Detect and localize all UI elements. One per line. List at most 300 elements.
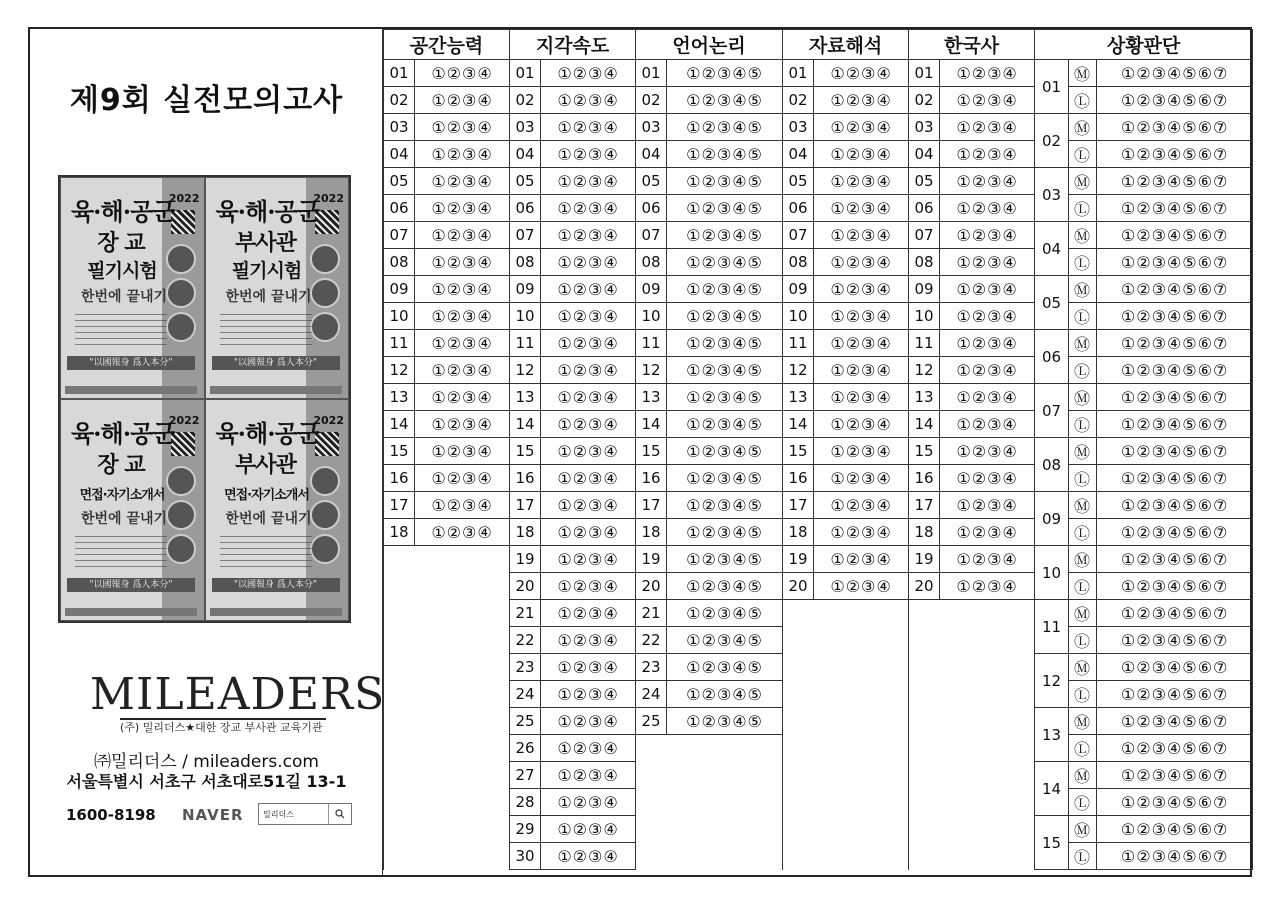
answer-options[interactable]: ①②③④⑤⑥⑦ xyxy=(1097,438,1253,465)
question-number: 19 xyxy=(783,546,814,573)
answer-options[interactable]: ①②③④ xyxy=(541,114,636,141)
question-number: 17 xyxy=(909,492,940,519)
answer-options[interactable]: ①②③④ xyxy=(814,222,909,249)
question-number: 03 xyxy=(909,114,940,141)
question-number: 10 xyxy=(636,303,667,330)
question-number: 21 xyxy=(510,600,541,627)
answer-options[interactable]: ①②③④ xyxy=(541,519,636,546)
question-number: 03 xyxy=(384,114,415,141)
answer-options[interactable]: ①②③④ xyxy=(541,465,636,492)
answer-options[interactable]: ①②③④⑤ xyxy=(667,708,783,735)
answer-options[interactable]: ①②③④ xyxy=(415,384,510,411)
answer-options[interactable]: ①②③④⑤ xyxy=(667,573,783,600)
answer-options[interactable]: ①②③④ xyxy=(940,276,1035,303)
question-number: 05 xyxy=(909,168,940,195)
question-number: 17 xyxy=(636,492,667,519)
book-tagline: 한번에 끝내기 xyxy=(80,289,168,305)
answer-row xyxy=(384,60,1253,87)
answer-options[interactable]: ①②③④ xyxy=(541,141,636,168)
answer-options[interactable]: ①②③④⑤⑥⑦ xyxy=(1097,411,1253,438)
question-number: 04 xyxy=(510,141,541,168)
answer-options[interactable]: ①②③④⑤⑥⑦ xyxy=(1097,330,1253,357)
question-number: 24 xyxy=(510,681,541,708)
answer-options[interactable]: ①②③④⑤⑥⑦ xyxy=(1097,87,1253,114)
empty-cell xyxy=(783,600,909,870)
answer-options[interactable]: ①②③④ xyxy=(541,654,636,681)
question-number: 13 xyxy=(510,384,541,411)
question-number: 02 xyxy=(636,87,667,114)
answer-options[interactable]: ①②③④ xyxy=(415,330,510,357)
answer-options[interactable]: ①②③④ xyxy=(541,843,636,870)
book-branch: 육·해·공군 xyxy=(71,419,175,448)
answer-options[interactable]: ①②③④ xyxy=(814,519,909,546)
question-number: 20 xyxy=(510,573,541,600)
book-tagline: 한번에 끝내기 xyxy=(80,511,168,527)
situation-number: 02 xyxy=(1035,114,1069,168)
answer-options[interactable]: ①②③④ xyxy=(814,384,909,411)
question-number: 03 xyxy=(783,114,814,141)
question-number: 24 xyxy=(636,681,667,708)
question-number: 10 xyxy=(909,303,940,330)
book-cover xyxy=(60,399,205,621)
answer-options[interactable]: ①②③④ xyxy=(814,168,909,195)
question-number: 06 xyxy=(636,195,667,222)
question-number: 01 xyxy=(384,60,415,87)
question-number: 02 xyxy=(384,87,415,114)
answer-options[interactable]: ①②③④⑤ xyxy=(667,87,783,114)
answer-options[interactable]: ①②③④⑤ xyxy=(667,411,783,438)
answer-options[interactable]: ①②③④⑤⑥⑦ xyxy=(1097,357,1253,384)
answer-row xyxy=(384,465,1253,492)
naver-logo: NAVER xyxy=(182,806,244,824)
question-number: 28 xyxy=(510,789,541,816)
question-number: 23 xyxy=(510,654,541,681)
answer-options[interactable]: ①②③④ xyxy=(814,357,909,384)
book-title: 부사관 xyxy=(235,453,296,478)
question-number: 25 xyxy=(636,708,667,735)
answer-options[interactable]: ①②③④⑤⑥⑦ xyxy=(1097,249,1253,276)
situation-number: 14 xyxy=(1035,762,1069,816)
question-number: 25 xyxy=(510,708,541,735)
book-title: 장 교 xyxy=(97,453,145,478)
situation-label: Ⓛ xyxy=(1069,87,1097,114)
answer-options[interactable]: ①②③④⑤⑥⑦ xyxy=(1097,492,1253,519)
answer-options[interactable]: ①②③④ xyxy=(814,411,909,438)
situation-label: Ⓛ xyxy=(1069,789,1097,816)
book-subtitle: 필기시험 xyxy=(231,260,302,282)
logo xyxy=(90,669,386,720)
question-number: 14 xyxy=(909,411,940,438)
question-number: 01 xyxy=(909,60,940,87)
answer-options[interactable]: ①②③④ xyxy=(940,384,1035,411)
question-number: 11 xyxy=(909,330,940,357)
answer-options[interactable]: ①②③④ xyxy=(415,114,510,141)
situation-label: Ⓜ xyxy=(1069,654,1097,681)
answer-options[interactable]: ①②③④ xyxy=(814,87,909,114)
answer-options[interactable]: ①②③④ xyxy=(541,249,636,276)
answer-options[interactable]: ①②③④ xyxy=(814,141,909,168)
question-number: 03 xyxy=(636,114,667,141)
empty-cell xyxy=(636,735,783,870)
answer-options[interactable]: ①②③④ xyxy=(940,330,1035,357)
question-number: 13 xyxy=(384,384,415,411)
answer-options[interactable]: ①②③④ xyxy=(415,60,510,87)
answer-options[interactable]: ①②③④ xyxy=(541,735,636,762)
answer-options[interactable]: ①②③④⑤⑥⑦ xyxy=(1097,465,1253,492)
answer-options[interactable]: ①②③④ xyxy=(415,222,510,249)
question-number: 20 xyxy=(783,573,814,600)
answer-options[interactable]: ①②③④⑤ xyxy=(667,222,783,249)
answer-options[interactable]: ①②③④⑤ xyxy=(667,276,783,303)
answer-options[interactable]: ①②③④ xyxy=(415,411,510,438)
question-number: 02 xyxy=(783,87,814,114)
answer-options[interactable]: ①②③④ xyxy=(814,438,909,465)
answer-options[interactable]: ①②③④⑤⑥⑦ xyxy=(1097,114,1253,141)
question-number: 07 xyxy=(909,222,940,249)
situation-number: 07 xyxy=(1035,384,1069,438)
answer-options[interactable]: ①②③④⑤ xyxy=(667,249,783,276)
question-number: 08 xyxy=(636,249,667,276)
answer-options[interactable]: ①②③④ xyxy=(541,195,636,222)
answer-options[interactable]: ①②③④⑤⑥⑦ xyxy=(1097,141,1253,168)
company-contact: ㈜밀리더스 / mileaders.com xyxy=(94,752,319,772)
book-tagline: 한번에 끝내기 xyxy=(225,511,312,527)
answer-options[interactable]: ①②③④ xyxy=(541,303,636,330)
situation-number: 03 xyxy=(1035,168,1069,222)
question-number: 15 xyxy=(783,438,814,465)
situation-number: 10 xyxy=(1035,546,1069,600)
answer-row xyxy=(384,114,1253,141)
answer-options[interactable]: ①②③④ xyxy=(415,87,510,114)
answer-options[interactable]: ①②③④ xyxy=(415,357,510,384)
answer-options[interactable]: ①②③④ xyxy=(541,573,636,600)
book-subtitle: 면접·자기소개서 xyxy=(79,488,165,503)
situation-label: Ⓛ xyxy=(1069,573,1097,600)
company-address: 서울특별시 서초구 서초대로51길 13-1 xyxy=(66,772,347,791)
question-number: 11 xyxy=(384,330,415,357)
question-number: 18 xyxy=(783,519,814,546)
question-number: 10 xyxy=(510,303,541,330)
answer-options[interactable]: ①②③④⑤ xyxy=(667,114,783,141)
answer-options[interactable]: ①②③④⑤ xyxy=(667,465,783,492)
answer-options[interactable]: ①②③④⑤⑥⑦ xyxy=(1097,222,1253,249)
answer-options[interactable]: ①②③④ xyxy=(940,546,1035,573)
question-number: 30 xyxy=(510,843,541,870)
answer-options[interactable]: ①②③④⑤ xyxy=(667,60,783,87)
book-motto: "以國報身 爲人本分" xyxy=(212,356,340,370)
answer-options[interactable]: ①②③④⑤ xyxy=(667,303,783,330)
answer-options[interactable]: ①②③④ xyxy=(541,168,636,195)
info-panel xyxy=(30,29,386,875)
answer-options[interactable]: ①②③④ xyxy=(940,87,1035,114)
answer-options[interactable]: ①②③④⑤⑥⑦ xyxy=(1097,276,1253,303)
book-subtitle: 면접·자기소개서 xyxy=(224,488,309,503)
answer-options[interactable]: ①②③④⑤ xyxy=(667,519,783,546)
question-number: 15 xyxy=(636,438,667,465)
answer-row xyxy=(384,519,1253,546)
answer-options[interactable]: ①②③④ xyxy=(940,492,1035,519)
question-number: 13 xyxy=(909,384,940,411)
question-number: 04 xyxy=(783,141,814,168)
answer-options[interactable]: ①②③④ xyxy=(415,168,510,195)
answer-options[interactable]: ①②③④⑤⑥⑦ xyxy=(1097,303,1253,330)
answer-row xyxy=(384,249,1253,276)
answer-options[interactable]: ①②③④ xyxy=(415,438,510,465)
badge-icon xyxy=(310,534,340,564)
question-number: 20 xyxy=(909,573,940,600)
question-number: 06 xyxy=(384,195,415,222)
question-number: 12 xyxy=(783,357,814,384)
question-number: 04 xyxy=(384,141,415,168)
question-number: 14 xyxy=(384,411,415,438)
answer-options[interactable]: ①②③④ xyxy=(940,357,1035,384)
answer-options[interactable]: ①②③④⑤⑥⑦ xyxy=(1097,573,1253,600)
situation-label: Ⓛ xyxy=(1069,465,1097,492)
answer-options[interactable]: ①②③④⑤ xyxy=(667,141,783,168)
book-subtitle: 필기시험 xyxy=(87,260,157,282)
answer-options[interactable]: ①②③④⑤ xyxy=(667,492,783,519)
answer-options[interactable]: ①②③④ xyxy=(415,141,510,168)
answer-options[interactable]: ①②③④⑤ xyxy=(667,168,783,195)
situation-label: Ⓜ xyxy=(1069,168,1097,195)
answer-options[interactable]: ①②③④ xyxy=(541,708,636,735)
question-number: 18 xyxy=(636,519,667,546)
question-number: 15 xyxy=(909,438,940,465)
question-number: 22 xyxy=(510,627,541,654)
badge-icon xyxy=(310,312,340,342)
answer-options[interactable]: ①②③④ xyxy=(940,114,1035,141)
question-number: 12 xyxy=(384,357,415,384)
answer-options[interactable]: ①②③④⑤⑥⑦ xyxy=(1097,789,1253,816)
answer-options[interactable]: ①②③④ xyxy=(814,249,909,276)
situation-label: Ⓜ xyxy=(1069,708,1097,735)
badge-icon xyxy=(166,312,196,342)
answer-row xyxy=(384,276,1253,303)
question-number: 11 xyxy=(510,330,541,357)
situation-number: 15 xyxy=(1035,816,1069,870)
question-number: 06 xyxy=(783,195,814,222)
answer-options[interactable]: ①②③④ xyxy=(415,195,510,222)
question-number: 08 xyxy=(510,249,541,276)
answer-options[interactable]: ①②③④⑤ xyxy=(667,438,783,465)
situation-label: Ⓛ xyxy=(1069,411,1097,438)
answer-options[interactable]: ①②③④ xyxy=(814,114,909,141)
answer-options[interactable]: ①②③④ xyxy=(541,762,636,789)
answer-options[interactable]: ①②③④ xyxy=(814,195,909,222)
answer-options[interactable]: ①②③④ xyxy=(541,789,636,816)
answer-grid xyxy=(383,29,1253,870)
answer-options[interactable]: ①②③④⑤⑥⑦ xyxy=(1097,762,1253,789)
answer-options[interactable]: ①②③④⑤⑥⑦ xyxy=(1097,843,1253,870)
answer-options[interactable]: ①②③④ xyxy=(541,411,636,438)
situation-label: Ⓜ xyxy=(1069,60,1097,87)
answer-options[interactable]: ①②③④ xyxy=(814,465,909,492)
answer-options[interactable]: ①②③④ xyxy=(940,438,1035,465)
answer-options[interactable]: ①②③④ xyxy=(541,600,636,627)
question-number: 12 xyxy=(909,357,940,384)
book-branch: 육·해·공군 xyxy=(215,419,319,448)
answer-options[interactable]: ①②③④ xyxy=(541,627,636,654)
book-title: 장 교 xyxy=(97,231,145,256)
answer-options[interactable]: ①②③④ xyxy=(541,681,636,708)
situation-label: Ⓜ xyxy=(1069,276,1097,303)
answer-options[interactable]: ①②③④ xyxy=(415,492,510,519)
question-number: 01 xyxy=(783,60,814,87)
answer-options[interactable]: ①②③④⑤⑥⑦ xyxy=(1097,60,1253,87)
question-number: 21 xyxy=(636,600,667,627)
question-number: 15 xyxy=(384,438,415,465)
answer-options[interactable]: ①②③④ xyxy=(814,303,909,330)
logo-text: MILEADERS xyxy=(90,669,386,720)
page-title: 제9회 실전모의고사 xyxy=(69,83,344,118)
book-cover xyxy=(205,399,350,621)
question-number: 08 xyxy=(384,249,415,276)
situation-label: Ⓛ xyxy=(1069,519,1097,546)
answer-options[interactable]: ①②③④ xyxy=(940,573,1035,600)
naver-search-query: 밀리더스 xyxy=(263,810,294,819)
answer-options[interactable]: ①②③④⑤ xyxy=(667,384,783,411)
question-number: 17 xyxy=(783,492,814,519)
answer-options[interactable]: ①②③④⑤⑥⑦ xyxy=(1097,168,1253,195)
question-number: 01 xyxy=(510,60,541,87)
book-branch: 육·해·공군 xyxy=(71,197,175,226)
answer-options[interactable]: ①②③④ xyxy=(415,303,510,330)
answer-row xyxy=(384,87,1253,114)
question-number: 05 xyxy=(783,168,814,195)
question-number: 16 xyxy=(636,465,667,492)
book-year: 2022 xyxy=(168,192,200,205)
answer-options[interactable]: ①②③④ xyxy=(415,276,510,303)
answer-options[interactable]: ①②③④ xyxy=(814,492,909,519)
answer-options[interactable]: ①②③④ xyxy=(814,546,909,573)
answer-row xyxy=(384,222,1253,249)
answer-options[interactable]: ①②③④ xyxy=(940,222,1035,249)
question-number: 05 xyxy=(636,168,667,195)
question-number: 09 xyxy=(909,276,940,303)
situation-number: 13 xyxy=(1035,708,1069,762)
answer-options[interactable]: ①②③④⑤⑥⑦ xyxy=(1097,519,1253,546)
question-number: 09 xyxy=(384,276,415,303)
situation-label: Ⓜ xyxy=(1069,600,1097,627)
answer-options[interactable]: ①②③④ xyxy=(814,573,909,600)
answer-options[interactable]: ①②③④ xyxy=(415,465,510,492)
answer-options[interactable]: ①②③④ xyxy=(541,492,636,519)
answer-row xyxy=(384,411,1253,438)
answer-options[interactable]: ①②③④⑤ xyxy=(667,357,783,384)
answer-options[interactable]: ①②③④⑤ xyxy=(667,681,783,708)
answer-options[interactable]: ①②③④⑤⑥⑦ xyxy=(1097,735,1253,762)
question-number: 16 xyxy=(384,465,415,492)
book-motto: "以國報身 爲人本分" xyxy=(212,578,340,592)
answer-options[interactable]: ①②③④ xyxy=(940,249,1035,276)
question-number: 23 xyxy=(636,654,667,681)
answer-options[interactable]: ①②③④⑤⑥⑦ xyxy=(1097,384,1253,411)
question-number: 11 xyxy=(783,330,814,357)
question-number: 19 xyxy=(510,546,541,573)
answer-options[interactable]: ①②③④⑤⑥⑦ xyxy=(1097,600,1253,627)
answer-options[interactable]: ①②③④ xyxy=(814,330,909,357)
answer-options[interactable]: ①②③④ xyxy=(940,465,1035,492)
answer-options[interactable]: ①②③④⑤⑥⑦ xyxy=(1097,654,1253,681)
question-number: 14 xyxy=(783,411,814,438)
situation-label: Ⓛ xyxy=(1069,357,1097,384)
answer-options[interactable]: ①②③④ xyxy=(541,276,636,303)
answer-row xyxy=(384,357,1253,384)
answer-options[interactable]: ①②③④ xyxy=(415,519,510,546)
question-number: 02 xyxy=(909,87,940,114)
section-header: 언어논리 xyxy=(636,30,783,60)
answer-options[interactable]: ①②③④⑤ xyxy=(667,600,783,627)
answer-options[interactable]: ①②③④ xyxy=(541,384,636,411)
question-number: 05 xyxy=(384,168,415,195)
answer-options[interactable]: ①②③④⑤ xyxy=(667,654,783,681)
question-number: 02 xyxy=(510,87,541,114)
answer-options[interactable]: ①②③④ xyxy=(940,141,1035,168)
answer-options[interactable]: ①②③④⑤⑥⑦ xyxy=(1097,816,1253,843)
answer-options[interactable]: ①②③④⑤⑥⑦ xyxy=(1097,681,1253,708)
answer-options[interactable]: ①②③④ xyxy=(541,87,636,114)
answer-options[interactable]: ①②③④⑤ xyxy=(667,195,783,222)
answer-options[interactable]: ①②③④ xyxy=(541,546,636,573)
answer-options[interactable]: ①②③④ xyxy=(940,303,1035,330)
answer-options[interactable]: ①②③④⑤⑥⑦ xyxy=(1097,708,1253,735)
section-header: 공간능력 xyxy=(384,30,510,60)
question-number: 16 xyxy=(909,465,940,492)
answer-options[interactable]: ①②③④ xyxy=(541,330,636,357)
answer-options[interactable]: ①②③④ xyxy=(940,411,1035,438)
answer-options[interactable]: ①②③④ xyxy=(541,357,636,384)
empty-cell xyxy=(384,546,510,870)
answer-options[interactable]: ①②③④ xyxy=(940,519,1035,546)
question-number: 14 xyxy=(510,411,541,438)
situation-label: Ⓛ xyxy=(1069,303,1097,330)
answer-options[interactable]: ①②③④ xyxy=(940,168,1035,195)
answer-options[interactable]: ①②③④⑤ xyxy=(667,330,783,357)
answer-options[interactable]: ①②③④ xyxy=(814,60,909,87)
answer-options[interactable]: ①②③④⑤⑥⑦ xyxy=(1097,627,1253,654)
answer-options[interactable]: ①②③④ xyxy=(541,222,636,249)
question-number: 15 xyxy=(510,438,541,465)
answer-row xyxy=(384,195,1253,222)
answer-options[interactable]: ①②③④ xyxy=(940,195,1035,222)
answer-options[interactable]: ①②③④ xyxy=(415,249,510,276)
situation-number: 06 xyxy=(1035,330,1069,384)
question-number: 07 xyxy=(510,222,541,249)
answer-options[interactable]: ①②③④⑤ xyxy=(667,627,783,654)
answer-options[interactable]: ①②③④ xyxy=(940,60,1035,87)
book-year: 2022 xyxy=(313,414,344,427)
section-header: 상황판단 xyxy=(1035,30,1253,60)
answer-options[interactable]: ①②③④⑤⑥⑦ xyxy=(1097,195,1253,222)
situation-label: Ⓜ xyxy=(1069,114,1097,141)
situation-number: 04 xyxy=(1035,222,1069,276)
question-number: 07 xyxy=(636,222,667,249)
answer-options[interactable]: ①②③④⑤ xyxy=(667,546,783,573)
answer-options[interactable]: ①②③④ xyxy=(541,438,636,465)
situation-number: 08 xyxy=(1035,438,1069,492)
section-header: 지각속도 xyxy=(510,30,636,60)
section-header: 한국사 xyxy=(909,30,1035,60)
answer-options[interactable]: ①②③④⑤⑥⑦ xyxy=(1097,546,1253,573)
answer-row xyxy=(384,600,1253,627)
book-motto: "以國報身 爲人本分" xyxy=(67,578,195,592)
naver-search-box xyxy=(258,803,352,825)
question-number: 04 xyxy=(636,141,667,168)
answer-options[interactable]: ①②③④ xyxy=(541,816,636,843)
answer-options[interactable]: ①②③④ xyxy=(814,276,909,303)
answer-options[interactable]: ①②③④ xyxy=(541,60,636,87)
question-number: 26 xyxy=(510,735,541,762)
